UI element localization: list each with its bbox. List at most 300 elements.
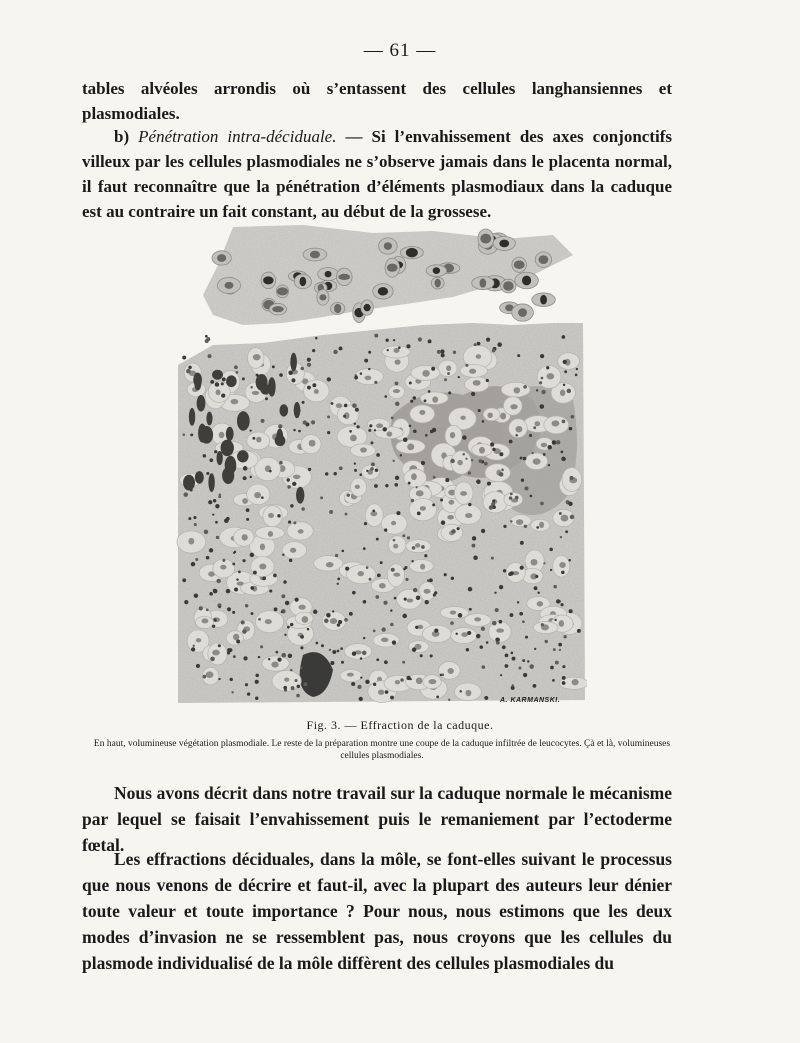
- cell-nucleus: [535, 421, 541, 426]
- leucocyte: [208, 500, 212, 504]
- leucocyte: [410, 400, 413, 403]
- cell-nucleus: [395, 359, 401, 364]
- leucocyte: [520, 457, 523, 460]
- leucocyte: [492, 448, 495, 451]
- leucocyte: [234, 587, 238, 591]
- leucocyte: [376, 538, 379, 541]
- plasmodial-nucleus: [272, 306, 283, 312]
- leucocyte: [326, 613, 331, 618]
- leucocyte: [420, 654, 423, 657]
- dark-nucleus: [221, 440, 234, 457]
- leucocyte: [552, 440, 557, 445]
- leucocyte: [235, 371, 238, 374]
- leucocyte: [520, 566, 524, 570]
- leucocyte: [484, 696, 488, 700]
- cell-nucleus: [268, 513, 274, 518]
- leucocyte: [503, 569, 506, 572]
- leucocyte: [287, 485, 291, 489]
- dark-nucleus: [290, 353, 297, 372]
- leucocyte: [562, 420, 566, 424]
- leucocyte: [277, 657, 281, 661]
- leucocyte: [329, 510, 333, 514]
- leucocyte: [320, 496, 323, 499]
- plasmodial-nucleus: [338, 274, 350, 280]
- leucocyte: [383, 427, 387, 431]
- leucocyte: [515, 496, 519, 500]
- leucocyte: [453, 351, 456, 354]
- leucocyte: [523, 385, 527, 389]
- leucocyte: [274, 607, 278, 611]
- plasmodial-nucleus: [310, 251, 320, 258]
- cell-nucleus: [253, 354, 261, 360]
- artist-signature: A. KARMANSKI.: [500, 697, 561, 704]
- leucocyte: [537, 592, 539, 594]
- leucocyte: [448, 391, 451, 394]
- plasmodial-nucleus: [300, 277, 307, 286]
- leucocyte: [372, 509, 375, 512]
- dark-nucleus: [195, 471, 204, 484]
- dark-nucleus: [276, 429, 283, 444]
- leucocyte: [407, 536, 410, 539]
- leucocyte: [427, 579, 429, 581]
- leucocyte: [486, 338, 490, 342]
- leucocyte: [377, 574, 381, 578]
- plasmodial-nucleus: [364, 304, 371, 311]
- leucocyte: [392, 460, 394, 462]
- leucocyte: [384, 528, 387, 531]
- leucocyte: [289, 559, 292, 562]
- cell-nucleus: [302, 616, 309, 623]
- leucocyte: [363, 547, 366, 550]
- leucocyte: [356, 425, 359, 428]
- leucocyte: [209, 458, 213, 462]
- leucocyte: [292, 482, 296, 486]
- leucocyte: [281, 611, 283, 613]
- plasmodial-nucleus: [540, 295, 547, 305]
- leucocyte: [559, 512, 562, 515]
- cell-nucleus: [379, 583, 386, 588]
- leucocyte: [436, 696, 439, 699]
- leucocyte: [278, 424, 282, 428]
- leucocyte: [512, 684, 514, 686]
- leucocyte: [539, 381, 542, 384]
- leucocyte: [359, 473, 362, 476]
- leucocyte: [334, 472, 337, 475]
- plasmodial-nucleus: [480, 234, 491, 244]
- leucocyte: [359, 697, 363, 701]
- cell-nucleus: [381, 638, 389, 643]
- leucocyte: [554, 619, 556, 621]
- leucocyte: [370, 467, 374, 471]
- cell-nucleus: [415, 543, 420, 548]
- cell-nucleus: [326, 562, 334, 567]
- leucocyte: [523, 457, 527, 461]
- cell-nucleus: [358, 571, 364, 576]
- leucocyte: [563, 360, 567, 364]
- leucocyte: [451, 529, 456, 534]
- leucocyte: [363, 600, 367, 604]
- leucocyte: [341, 661, 344, 664]
- leucocyte: [360, 677, 362, 679]
- leucocyte: [273, 574, 277, 578]
- leucocyte: [491, 557, 494, 560]
- leucocyte: [396, 511, 400, 515]
- plasmodial-nucleus: [499, 240, 509, 248]
- leucocyte: [534, 586, 538, 590]
- leucocyte: [182, 578, 186, 582]
- leucocyte: [517, 601, 519, 603]
- leucocyte: [236, 639, 240, 643]
- leucocyte: [527, 660, 529, 662]
- leucocyte: [509, 613, 513, 617]
- leucocyte: [218, 606, 220, 608]
- leucocyte: [394, 483, 398, 487]
- leucocyte: [411, 499, 414, 502]
- leucocyte: [295, 679, 298, 682]
- leucocyte: [405, 578, 408, 581]
- cell-nucleus: [447, 515, 454, 520]
- cell-nucleus: [515, 426, 522, 433]
- leucocyte: [555, 661, 559, 665]
- leucocyte: [205, 339, 209, 343]
- cell-nucleus: [514, 387, 521, 393]
- paragraph-1: tables alvéoles arrondis où s’entassent des cellules langhansiennes et plasmodiales.: [82, 79, 672, 123]
- leucocyte: [548, 464, 550, 466]
- leucocyte: [251, 612, 254, 615]
- plasmodial-nucleus: [514, 260, 525, 268]
- cell-nucleus: [424, 589, 431, 594]
- leucocyte: [234, 365, 238, 369]
- leucocyte: [308, 468, 311, 471]
- cell-nucleus: [474, 617, 481, 621]
- leucocyte: [293, 521, 296, 524]
- cell-nucleus: [460, 491, 467, 496]
- leucocyte: [250, 429, 252, 431]
- leucocyte: [255, 697, 258, 700]
- leucocyte: [540, 502, 544, 506]
- leucocyte: [503, 525, 506, 528]
- leucocyte: [260, 645, 263, 648]
- leucocyte: [250, 476, 252, 478]
- leucocyte: [384, 395, 387, 398]
- leucocyte: [433, 476, 436, 479]
- leucocyte: [558, 643, 562, 647]
- leucocyte: [182, 356, 186, 360]
- cell-nucleus: [537, 601, 543, 606]
- leucocyte: [293, 429, 295, 431]
- leucocyte: [577, 629, 581, 633]
- leucocyte: [569, 609, 573, 613]
- leucocyte: [536, 526, 539, 529]
- cell-nucleus: [559, 562, 566, 568]
- leucocyte: [469, 608, 472, 611]
- leucocyte: [301, 507, 305, 511]
- leucocyte: [279, 461, 283, 465]
- leucocyte: [365, 680, 369, 684]
- cell-nucleus: [448, 500, 454, 505]
- cell-nucleus: [473, 380, 481, 386]
- leucocyte: [204, 530, 208, 534]
- leucocyte: [332, 650, 336, 654]
- cell-nucleus: [479, 447, 485, 454]
- leucocyte: [233, 655, 236, 658]
- leucocyte: [530, 495, 533, 498]
- leucocyte: [522, 659, 525, 662]
- leucocyte: [247, 692, 250, 695]
- leucocyte: [550, 569, 552, 571]
- leucocyte: [287, 626, 290, 629]
- cell-nucleus: [432, 396, 438, 402]
- leucocyte: [285, 601, 289, 605]
- leucocyte: [441, 353, 445, 357]
- plasmodial-nucleus: [522, 276, 531, 286]
- cell-nucleus: [219, 432, 225, 438]
- leucocyte: [543, 562, 545, 564]
- leucocyte: [234, 551, 236, 553]
- leucocyte: [316, 642, 319, 645]
- leucocyte: [222, 559, 225, 562]
- leucocyte: [213, 589, 217, 593]
- leucocyte: [246, 518, 249, 521]
- leucocyte: [243, 466, 248, 471]
- leucocyte: [339, 347, 343, 351]
- leucocyte: [321, 644, 324, 647]
- cell-nucleus: [465, 690, 471, 696]
- paragraph-2: [82, 124, 672, 224]
- leucocyte: [307, 628, 310, 631]
- leucocyte: [434, 629, 438, 633]
- leucocyte: [212, 513, 214, 515]
- leucocyte: [203, 675, 207, 679]
- leucocyte: [563, 384, 565, 386]
- leucocyte: [523, 673, 527, 677]
- cell-nucleus: [365, 376, 372, 381]
- leucocyte: [479, 459, 483, 463]
- leucocyte: [368, 429, 371, 432]
- leucocyte: [430, 654, 433, 657]
- cell-nucleus: [420, 564, 425, 570]
- leucocyte: [282, 554, 284, 556]
- leucocyte: [232, 563, 235, 566]
- cell-nucleus: [265, 619, 272, 624]
- leucocyte: [227, 607, 231, 611]
- plasmodial-nucleus: [503, 281, 514, 291]
- leucocyte: [194, 523, 197, 526]
- leucocyte: [529, 664, 534, 669]
- dark-nucleus: [237, 411, 250, 431]
- cell-nucleus: [393, 389, 400, 393]
- cell-nucleus: [429, 679, 437, 684]
- cell-nucleus: [416, 677, 423, 684]
- leucocyte: [186, 369, 191, 374]
- cell-nucleus: [259, 564, 266, 570]
- leucocyte: [374, 334, 378, 338]
- leucocyte: [363, 637, 365, 639]
- leucocyte: [417, 511, 421, 515]
- leucocyte: [269, 470, 272, 473]
- leucocyte: [206, 556, 210, 560]
- leucocyte: [364, 522, 367, 525]
- leucocyte: [366, 470, 368, 472]
- dark-nucleus: [206, 412, 212, 426]
- leucocyte: [261, 419, 265, 423]
- cell-nucleus: [212, 650, 220, 656]
- leucocyte: [400, 678, 404, 682]
- leucocyte: [337, 583, 339, 585]
- leucocyte: [394, 597, 397, 600]
- leucocyte: [383, 601, 387, 605]
- leucocyte: [347, 494, 350, 497]
- leucocyte: [296, 694, 300, 698]
- cell-nucleus: [233, 634, 239, 641]
- leucocyte: [191, 647, 195, 651]
- cell-nucleus: [419, 410, 425, 415]
- leucocyte: [534, 648, 536, 650]
- leucocyte: [352, 403, 357, 408]
- leucocyte: [215, 382, 220, 387]
- cell-nucleus: [330, 618, 337, 624]
- leucocyte: [411, 560, 413, 562]
- leucocyte: [312, 383, 316, 387]
- leucocyte: [486, 641, 489, 644]
- leucocyte: [374, 381, 377, 384]
- cell-nucleus: [546, 373, 554, 379]
- cell-nucleus: [378, 689, 384, 694]
- cell-nucleus: [347, 673, 354, 677]
- cell-nucleus: [293, 475, 300, 480]
- leucocyte: [337, 578, 340, 581]
- cell-nucleus: [457, 460, 462, 465]
- plasmodial-nucleus: [435, 279, 441, 288]
- leucocyte: [193, 645, 195, 647]
- leucocyte: [242, 377, 245, 380]
- leucocyte: [215, 521, 218, 524]
- cell-nucleus: [465, 513, 472, 518]
- leucocyte: [541, 623, 544, 626]
- leucocyte: [374, 484, 378, 488]
- leucocyte: [473, 555, 478, 560]
- cell-nucleus: [422, 370, 429, 377]
- leucocyte: [373, 630, 376, 633]
- cell-nucleus: [561, 515, 569, 522]
- leucocyte: [300, 667, 302, 669]
- leucocyte: [495, 608, 499, 612]
- leucocyte: [344, 618, 348, 622]
- leucocyte: [360, 372, 363, 375]
- leucocyte: [194, 593, 198, 597]
- cell-nucleus: [220, 565, 226, 570]
- leucocyte: [501, 469, 504, 472]
- leucocyte: [395, 382, 399, 386]
- cell-nucleus: [393, 573, 400, 577]
- leucocyte: [183, 492, 188, 497]
- leucocyte: [387, 349, 389, 351]
- leucocyte: [524, 486, 528, 490]
- leucocyte: [290, 623, 293, 626]
- leucocyte: [455, 633, 457, 635]
- leucocyte: [522, 620, 525, 623]
- dark-nucleus: [226, 427, 234, 441]
- cell-nucleus: [242, 534, 248, 540]
- leucocyte: [497, 342, 502, 347]
- leucocyte: [409, 382, 412, 385]
- leucocyte: [536, 389, 538, 391]
- leucocyte: [545, 640, 548, 643]
- leucocyte: [300, 635, 304, 639]
- leucocyte: [218, 644, 221, 647]
- leucocyte: [431, 367, 435, 371]
- cell-nucleus: [395, 680, 400, 684]
- leucocyte: [291, 686, 295, 690]
- plasmodial-nucleus: [263, 276, 273, 284]
- leucocyte: [295, 598, 299, 602]
- leucocyte: [193, 516, 196, 519]
- leucocyte: [349, 430, 352, 433]
- leucocyte: [281, 594, 285, 598]
- leucocyte: [214, 618, 217, 621]
- cell-nucleus: [539, 522, 544, 529]
- leucocyte: [341, 550, 344, 553]
- leucocyte: [429, 578, 433, 582]
- leucocyte: [457, 527, 460, 530]
- leucocyte: [268, 658, 270, 660]
- leucocyte: [222, 377, 226, 381]
- leucocyte: [432, 503, 435, 506]
- leucocyte: [191, 562, 195, 566]
- leucocyte: [203, 454, 206, 457]
- leucocyte: [381, 627, 385, 631]
- leucocyte: [424, 399, 427, 402]
- leucocyte: [245, 604, 248, 607]
- leucocyte: [219, 493, 222, 496]
- leucocyte: [476, 479, 481, 484]
- leucocyte: [465, 458, 467, 460]
- leucocyte: [481, 529, 485, 533]
- leucocyte: [499, 620, 503, 624]
- leucocyte: [510, 520, 512, 522]
- leucocyte: [216, 536, 219, 539]
- cell-nucleus: [407, 598, 414, 602]
- leucocyte: [553, 585, 557, 589]
- leucocyte: [492, 621, 497, 626]
- leucocyte: [376, 658, 379, 661]
- leucocyte: [354, 422, 356, 424]
- leucocyte: [277, 514, 280, 517]
- figure-caption: Fig. 3. — Effraction de la caduque.: [306, 718, 494, 732]
- leucocyte: [215, 504, 219, 508]
- leucocyte: [490, 442, 494, 446]
- section-heading: Pénétration intra-déciduale.: [138, 127, 337, 146]
- leucocyte: [421, 461, 425, 465]
- cell-nucleus: [420, 506, 426, 511]
- leucocyte: [477, 342, 481, 346]
- leucocyte: [552, 679, 555, 682]
- leucocyte: [384, 660, 388, 664]
- leucocyte: [468, 471, 471, 474]
- leucocyte: [331, 402, 334, 405]
- leucocyte: [482, 420, 485, 423]
- leucocyte: [425, 434, 428, 437]
- leucocyte: [288, 520, 291, 523]
- leucocyte: [307, 363, 311, 367]
- leucocyte: [385, 690, 389, 694]
- cell-nucleus: [268, 531, 273, 537]
- cell-nucleus: [355, 485, 360, 489]
- cell-nucleus: [284, 678, 289, 682]
- leucocyte: [216, 579, 220, 583]
- leucocyte: [373, 683, 376, 686]
- cell-nucleus: [201, 618, 208, 623]
